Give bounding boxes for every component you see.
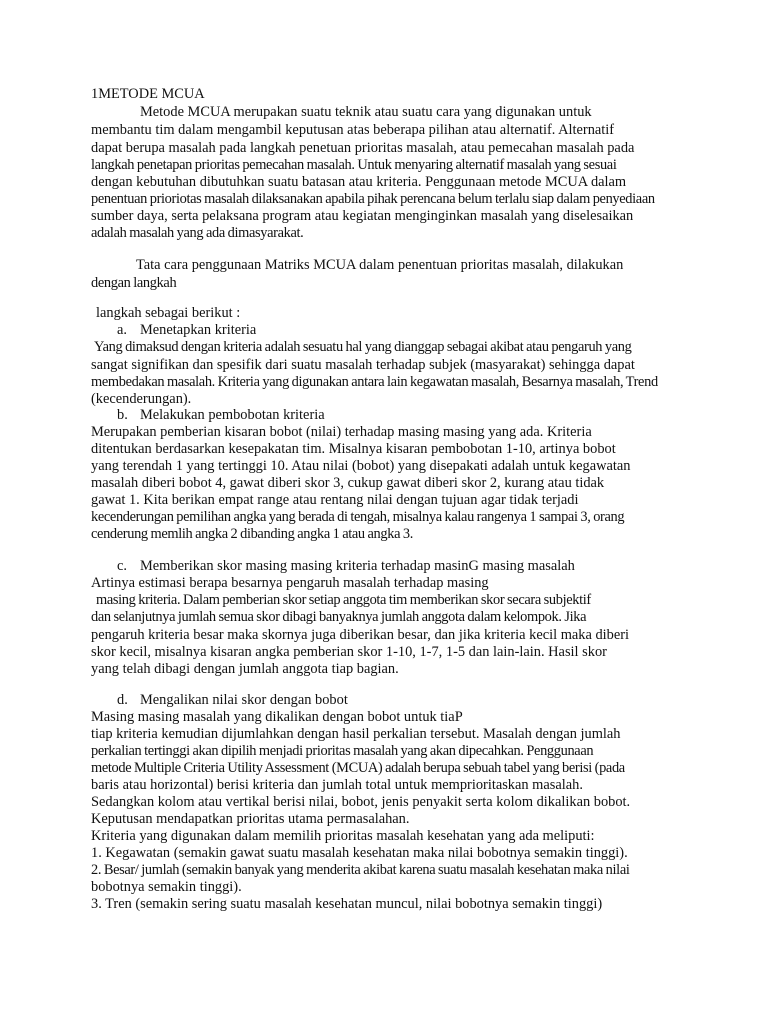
paragraph-line: 1. Kegawatan (semakin gawat suatu masalah kesehatan maka nilai bobotnya semakin tinggi). — [91, 845, 628, 861]
list-heading: Melakukan pembobotan kriteria — [140, 407, 325, 423]
list-item-a — [117, 322, 256, 339]
paragraph-line: Masing masing masalah yang dikalikan dengan bobot untuk tiaP — [91, 709, 463, 725]
list-item-d — [117, 692, 348, 709]
paragraph-line: masing kriteria. Dalam pemberian skor setiap anggota tim memberikan skor secara subjektif — [96, 592, 591, 608]
paragraph-line: kecenderungan pemilihan angka yang berada di tengah, misalnya kalau rangenya 1 sampai 3, orang — [91, 509, 625, 525]
paragraph-line: baris atau horizontal) berisi kriteria dan jumlah total untuk memprioritaskan masalah. — [91, 777, 583, 793]
paragraph-line: adalah masalah yang ada dimasyarakat. — [91, 225, 304, 241]
list-label: d. — [117, 692, 128, 708]
paragraph-line: dengan langkah — [91, 275, 177, 291]
paragraph-line: Metode MCUA merupakan suatu teknik atau suatu cara yang digunakan untuk — [140, 104, 592, 120]
paragraph-line: sumber daya, serta pelaksana program atau kegiatan menginginkan masalah yang diselesaikan — [91, 208, 634, 224]
section-title: 1METODE MCUA — [91, 86, 205, 102]
paragraph-line: bobotnya semakin tinggi). — [91, 879, 242, 895]
paragraph-line: Artinya estimasi berapa besarnya pengaruh masalah terhadap masing — [91, 575, 489, 591]
paragraph-line: Merupakan pemberian kisaran bobot (nilai) terhadap masing masing yang ada. Kriteria — [91, 424, 592, 440]
paragraph-line: metode Multiple Criteria Utility Assessment (MCUA) adalah berupa sebuah tabel yang berisi (pada — [91, 760, 625, 776]
list-item-b — [117, 407, 325, 424]
paragraph-line: yang telah dibagi dengan jumlah anggota tiap bagian. — [91, 661, 399, 677]
paragraph-line: masalah diberi bobot 4, gawat diberi skor 3, cukup gawat diberi skor 2, kurang atau tidak — [91, 475, 605, 491]
list-heading: Menetapkan kriteria — [140, 322, 257, 338]
paragraph-line: dan selanjutnya jumlah semua skor dibagi banyaknya jumlah anggota dalam kelompok. Jika — [91, 609, 587, 625]
paragraph-line: dapat berupa masalah pada langkah penetuan prioritas masalah, atau pemecahan masalah pada — [91, 140, 635, 156]
paragraph-line: 2. Besar/ jumlah (semakin banyak yang menderita akibat karena suatu masalah kesehatan maka nilai — [91, 862, 630, 878]
paragraph-line: membantu tim dalam mengambil keputusan atas beberapa pilihan atau alternatif. Alternatif — [91, 122, 615, 138]
steps-intro: langkah sebagai berikut : — [96, 305, 241, 321]
paragraph-line: (kecenderungan). — [91, 391, 192, 407]
paragraph-line: Tata cara penggunaan Matriks MCUA dalam penentuan prioritas masalah, dilakukan — [136, 257, 624, 273]
paragraph-line: tiap kriteria kemudian dijumlahkan dengan hasil perkalian tersebut. Masalah dengan jumlah — [91, 726, 621, 742]
paragraph-line: Kriteria yang digunakan dalam memilih prioritas masalah kesehatan yang ada meliputi: — [91, 828, 595, 844]
paragraph-line: yang terendah 1 yang tertinggi 10. Atau nilai (bobot) yang disepakati adalah untuk kegawatan — [91, 458, 631, 474]
list-label: a. — [117, 322, 127, 338]
paragraph-line: ditentukan berdasarkan kesepakatan tim. Misalnya kisaran pembobotan 1-10, artinya bobot — [91, 441, 616, 457]
paragraph-line: sangat signifikan dan spesifik dari suatu masalah terhadap subjek (masyarakat) sehingga dapat — [91, 357, 635, 373]
paragraph-line: penentuan prioriotas masalah dilaksanakan apabila pihak perencana belum terlalu siap dalam penyediaan — [91, 191, 655, 207]
list-heading: Mengalikan nilai skor dengan bobot — [140, 692, 348, 708]
paragraph-line: gawat 1. Kita berikan empat range atau rentang nilai dengan tujuan agar tidak terjadi — [91, 492, 579, 508]
paragraph-line: 3. Tren (semakin sering suatu masalah kesehatan muncul, nilai bobotnya semakin tinggi) — [91, 896, 603, 912]
paragraph-line: skor kecil, misalnya kisaran angka pemberian skor 1-10, 1-7, 1-5 dan lain-lain. Hasil skor — [91, 644, 607, 660]
list-item-c — [117, 558, 575, 575]
paragraph-line: Yang dimaksud dengan kriteria adalah sesuatu hal yang dianggap sebagai akibat atau pengaruh yang — [94, 339, 632, 355]
paragraph-line: dengan kebutuhan dibutuhkan suatu batasan atau kriteria. Penggunaan metode MCUA dalam — [91, 174, 627, 190]
paragraph-line: Sedangkan kolom atau vertikal berisi nilai, bobot, jenis penyakit serta kolom dikalikan bobot. — [91, 794, 631, 810]
list-label: b. — [117, 407, 128, 423]
paragraph-line: perkalian tertinggi akan dipilih menjadi prioritas masalah yang akan dipecahkan. Penggunaan — [91, 743, 594, 759]
paragraph-line: langkah penetapan prioritas pemecahan masalah. Untuk menyaring alternatif masalah yang sesuai — [91, 157, 617, 173]
paragraph-line: cenderung memlih angka 2 dibanding angka 1 atau angka 3. — [91, 526, 413, 542]
paragraph-line: Keputusan mendapatkan prioritas utama permasalahan. — [91, 811, 410, 827]
paragraph-line: pengaruh kriteria besar maka skornya juga diberikan besar, dan jika kriteria kecil maka diberi — [91, 627, 630, 643]
paragraph-line: membedakan masalah. Kriteria yang digunakan antara lain kegawatan masalah, Besarnya masalah, Trend — [91, 374, 658, 390]
list-heading: Memberikan skor masing masing kriteria terhadap masinG masing masalah — [140, 558, 575, 574]
list-label: c. — [117, 558, 127, 574]
